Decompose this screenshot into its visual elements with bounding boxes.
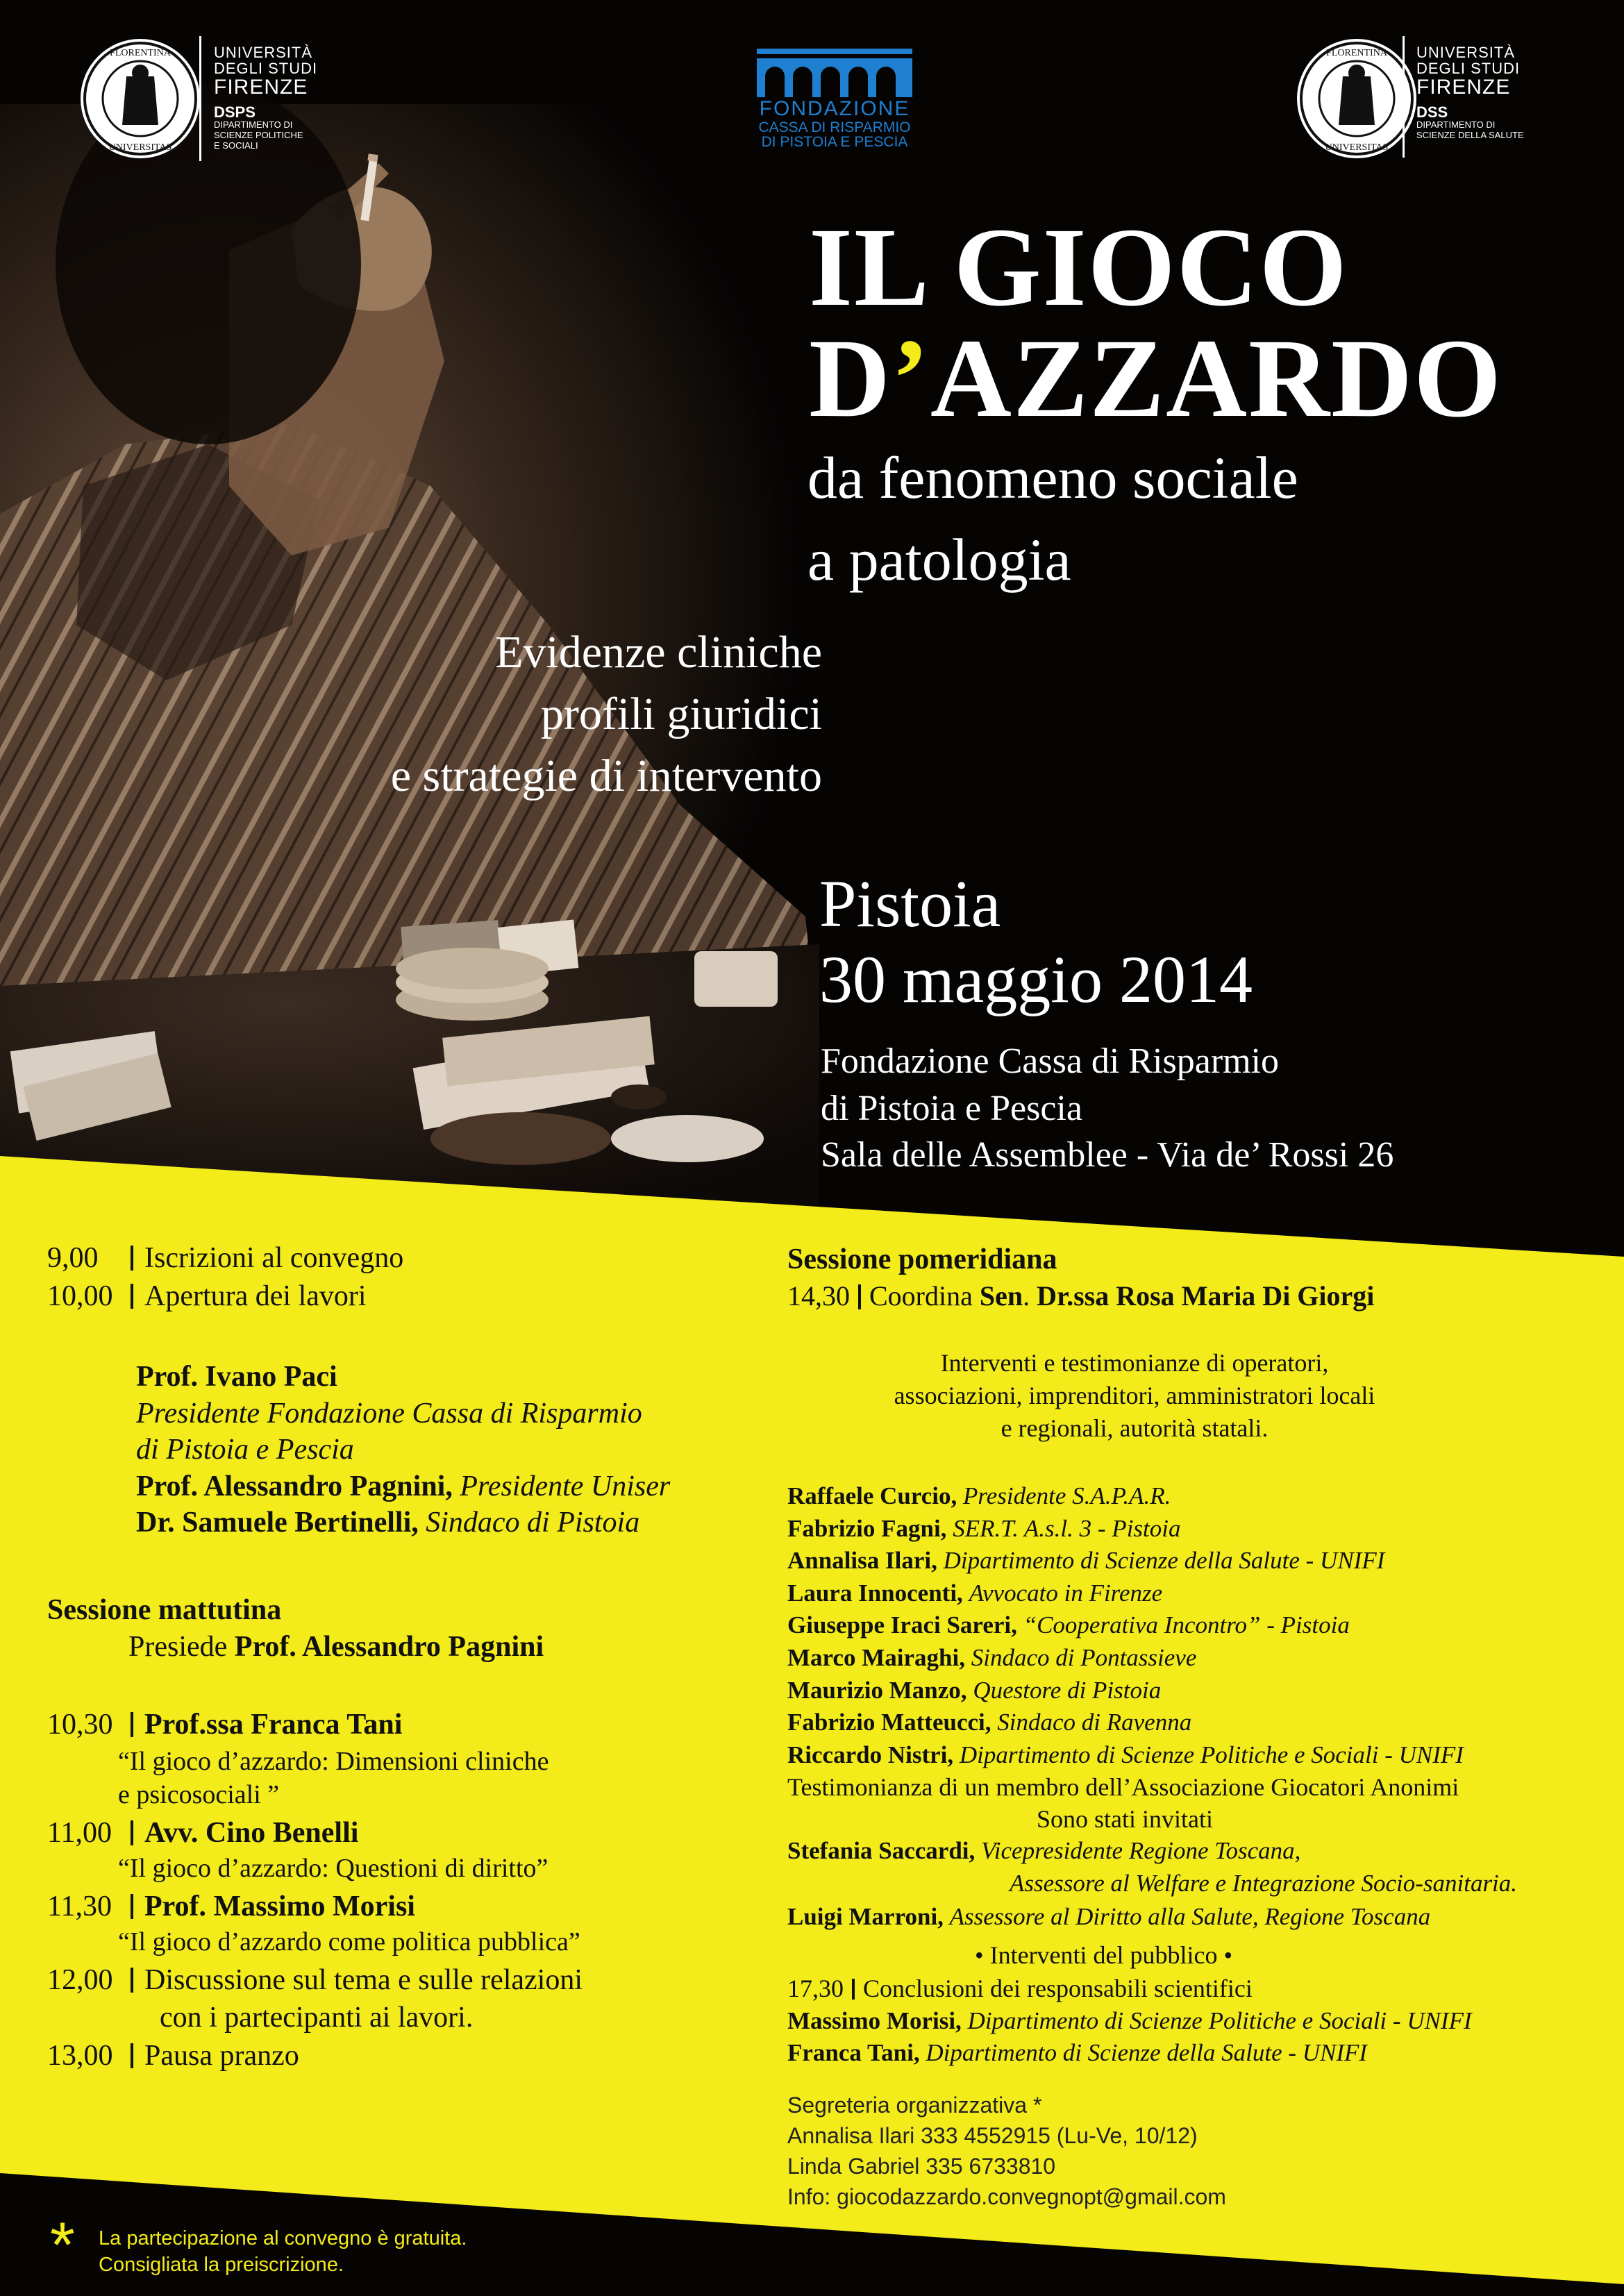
- logo-degli: DEGLI STUDI: [1416, 60, 1521, 78]
- program-row-registration: [47, 1240, 403, 1277]
- unifi-seal-right-icon: [1293, 35, 1421, 162]
- logo-city: FIRENZE: [1416, 76, 1511, 99]
- morning-session-title: [47, 1592, 281, 1629]
- speaker-role: Dipartimento di Scienze della Salute - UNIFI: [943, 1547, 1385, 1575]
- program-row-coordination: [787, 1279, 1374, 1314]
- footnote-text: [99, 2225, 467, 2278]
- talk-title: “Il gioco d’azzardo come politica pubblica”: [118, 1927, 580, 1956]
- speaker-row: [787, 1545, 1464, 1577]
- logo-dept-line: DIPARTIMENTO DI: [1416, 119, 1496, 130]
- secretariat-block: [787, 2090, 1226, 2212]
- speaker-row: [787, 1707, 1464, 1739]
- speaker-role: Presidente S.A.P.A.R.: [963, 1482, 1171, 1509]
- program-row-tani: [47, 1707, 402, 1743]
- time: 14,30: [787, 1280, 850, 1312]
- speaker-name: Luigi Marroni,: [787, 1903, 944, 1930]
- title-d: D: [809, 317, 891, 441]
- speaker-name: Prof.ssa Franca Tani: [144, 1709, 403, 1741]
- fondazione-line3: DI PISTOIA E PESCIA: [761, 134, 908, 150]
- intro-line: e regionali, autorità statali.: [1001, 1414, 1269, 1442]
- secretariat-contact: Annalisa Ilari 333 4552915 (Lu-Ve, 10/12): [787, 2123, 1198, 2148]
- speakers-list: [787, 1480, 1464, 1771]
- footnote-line: Consigliata la preiscrizione.: [99, 2254, 344, 2276]
- speaker-row: [787, 1739, 1464, 1772]
- morisi-line: [787, 2006, 1472, 2036]
- intro-line: associazioni, imprenditori, amministratori locali: [894, 1381, 1375, 1409]
- evidence-line: e strategie di intervento: [390, 751, 822, 802]
- speaker-role: Sindaco di Pontassieve: [971, 1643, 1197, 1671]
- time: 17,30: [787, 1975, 844, 2002]
- afternoon-intro: [787, 1347, 1482, 1444]
- speaker-name: Stefania Saccardi,: [787, 1837, 976, 1864]
- marroni-line: [787, 1902, 1430, 1932]
- speaker-row: [787, 1480, 1464, 1513]
- afternoon-session-title: [787, 1241, 1057, 1278]
- separator-bar: [131, 1284, 133, 1309]
- talk-title-line: “Il gioco d’azzardo: Dimensioni cliniche: [118, 1747, 549, 1776]
- separator-bar: [131, 1968, 133, 1993]
- speaker-name: Giuseppe Iraci Sareri,: [787, 1611, 1017, 1639]
- speaker-role: Avvocato in Firenze: [969, 1579, 1163, 1607]
- time: 11,30: [47, 1891, 112, 1922]
- speaker-role: SER.T. A.s.l. 3 - Pistoia: [953, 1514, 1181, 1542]
- speaker-role: Presidente Uniser: [460, 1470, 671, 1502]
- fondazione-arches-icon: [757, 49, 912, 97]
- speaker-name: Prof. Ivano Paci: [136, 1361, 337, 1393]
- event-venue: [821, 1038, 1393, 1179]
- svg-text:UNIVERSITAS: UNIVERSITAS: [1325, 142, 1389, 153]
- secretariat-contact: Linda Gabriel 335 6733810: [787, 2154, 1056, 2179]
- speaker-role: di Pistoia e Pescia: [136, 1434, 354, 1466]
- speaker-name: Riccardo Nistri,: [787, 1741, 954, 1768]
- speaker-name: Maurizio Manzo,: [787, 1676, 967, 1704]
- logo-university: UNIVERSITÀ: [1416, 44, 1516, 61]
- fondazione-line2: CASSA DI RISPARMIO: [758, 119, 911, 135]
- speaker-role: Questore di Pistoia: [973, 1676, 1162, 1704]
- program-row-morisi: [47, 1888, 415, 1925]
- subtitle-line2: a patologia: [807, 526, 1071, 593]
- speaker-row: [787, 1513, 1464, 1545]
- separator-bar: [131, 1820, 133, 1845]
- activity: Discussione sul tema e sulle relazioni: [144, 1964, 583, 1996]
- subtitle-line1: da fenomeno sociale: [807, 444, 1298, 511]
- speaker-role: “Cooperativa Incontro” - Pistoia: [1023, 1611, 1350, 1639]
- speaker-name: Prof. Massimo Morisi: [144, 1891, 415, 1922]
- speaker-name: Annalisa Ilari,: [787, 1547, 937, 1575]
- venue-line: Fondazione Cassa di Risparmio: [821, 1041, 1280, 1081]
- separator-bar: [858, 1284, 861, 1309]
- time: 13,00: [47, 2040, 113, 2072]
- speaker-name: Massimo Morisi,: [787, 2007, 962, 2034]
- svg-text:UNIVERSITAS: UNIVERSITAS: [108, 142, 172, 153]
- time: 10,30: [47, 1709, 113, 1741]
- speaker-role: Sindaco di Ravenna: [997, 1709, 1192, 1736]
- logo-divider-right: [1403, 36, 1405, 158]
- separator-bar: [131, 1712, 133, 1737]
- session-title: Sessione pomeridiana: [787, 1243, 1057, 1275]
- speaker-role: Dipartimento di Scienze della Salute - UNIFI: [926, 2039, 1368, 2066]
- footnote-star: *: [50, 2210, 75, 2281]
- speaker-role: Sindaco di Pistoia: [426, 1507, 640, 1539]
- session-title: Sessione mattutina: [47, 1594, 282, 1626]
- speaker-row: [787, 1577, 1464, 1610]
- public-interventions: • Interventi del pubblico •: [975, 1941, 1233, 1969]
- program-row-discussion: [47, 1962, 583, 1999]
- speaker-name: Dr. Samuele Bertinelli,: [136, 1507, 419, 1539]
- fondazione-line1: FONDAZIONE: [759, 97, 910, 120]
- activity: Apertura dei lavori: [144, 1280, 367, 1312]
- program-row-conclusions: [787, 1974, 1253, 2004]
- activity: Conclusioni dei responsabili scientifici: [863, 1975, 1253, 2002]
- talk-title: “Il gioco d’azzardo: Questioni di diritto”: [118, 1854, 549, 1883]
- saccardi-role: [1010, 1869, 1517, 1898]
- activity-continued: con i partecipanti ai lavori.: [160, 2002, 474, 2034]
- saccardi-line: [787, 1836, 1300, 1866]
- evidence-line: Evidenze cliniche: [495, 627, 822, 678]
- unifi-dsps-logo-text: [214, 44, 317, 151]
- activity: Pausa pranzo: [144, 2040, 299, 2072]
- speaker-row: [787, 1642, 1464, 1675]
- separator-bar: [131, 1246, 133, 1271]
- talk-title: [118, 1745, 549, 1811]
- intro-line: Interventi e testimonianze di operatori,: [940, 1349, 1329, 1377]
- venue-line: di Pistoia e Pescia: [821, 1088, 1082, 1128]
- speaker-role: Presidente Fondazione Cassa di Risparmio: [136, 1397, 642, 1430]
- speaker-name: Marco Mairaghi,: [787, 1643, 965, 1671]
- separator-bar: [131, 2043, 133, 2068]
- unifi-dss-logo-text: [1416, 44, 1524, 141]
- paci-block: [136, 1359, 670, 1541]
- program-row-opening: [47, 1278, 367, 1315]
- speaker-role: Dipartimento di Scienze Politiche e Sociali - UNIFI: [959, 1741, 1464, 1768]
- speaker-name: Fabrizio Matteucci,: [787, 1709, 991, 1736]
- logo-dept-code: DSPS: [214, 103, 256, 121]
- time: 9,00: [47, 1242, 99, 1274]
- activity: Iscrizioni al convegno: [144, 1242, 404, 1274]
- time: 10,00: [47, 1280, 113, 1312]
- speaker-name: Franca Tani,: [787, 2039, 920, 2066]
- invited-line: Sono stati invitati: [1037, 1805, 1214, 1833]
- morning-chair: [128, 1629, 544, 1666]
- speaker-name: Laura Innocenti,: [787, 1579, 963, 1607]
- separator-bar: [131, 1894, 133, 1919]
- time: 11,00: [47, 1817, 112, 1849]
- logo-dept-line: DIPARTIMENTO DI: [214, 119, 293, 130]
- logo-city: FIRENZE: [214, 76, 308, 99]
- secretariat-title: Segreteria organizzativa *: [787, 2093, 1042, 2118]
- coordinator-name: Dr.ssa Rosa Maria Di Giorgi: [1037, 1280, 1375, 1312]
- evidence-line: profili giuridici: [540, 689, 822, 740]
- title-line1: IL GIOCO: [809, 206, 1348, 330]
- title-azzardo: AZZARDO: [930, 317, 1503, 441]
- event-city: Pistoia: [819, 866, 1001, 941]
- speaker-row: [787, 1675, 1464, 1707]
- chair-label: Presiede: [128, 1631, 228, 1663]
- program-row-lunch: [47, 2038, 299, 2075]
- program-row-benelli: [47, 1815, 358, 1852]
- event-date: 30 maggio 2014: [819, 942, 1253, 1016]
- testimony-line: Testimonianza di un membro dell’Associazione Giocatori Anonimi: [787, 1773, 1459, 1801]
- evidence-block: [391, 621, 822, 807]
- logo-university: UNIVERSITÀ: [214, 44, 313, 61]
- time: 12,00: [47, 1964, 113, 1996]
- speaker-name: Prof. Alessandro Pagnini,: [136, 1470, 453, 1502]
- title-apostrophe: ’: [891, 317, 930, 441]
- speaker-role: Vicepresidente Regione Toscana,: [981, 1837, 1301, 1864]
- speaker-role: Dipartimento di Scienze Politiche e Sociali - UNIFI: [967, 2007, 1472, 2034]
- logo-dept-line: SCIENZE POLITICHE: [214, 129, 303, 140]
- separator-bar: [852, 1979, 855, 2000]
- fondazione-logo-text: [744, 99, 925, 149]
- svg-text:FLORENTINA: FLORENTINA: [1326, 48, 1387, 58]
- coordination-label: Coordina: [869, 1280, 973, 1312]
- speaker-name: Fabrizio Fagni,: [787, 1514, 947, 1542]
- unifi-seal-left-icon: [76, 35, 204, 162]
- coordinator-title: Sen: [979, 1280, 1023, 1312]
- tani-line: [787, 2038, 1367, 2068]
- logo-dept-line: E SOCIALI: [214, 140, 258, 151]
- logo-dept-line: SCIENZE DELLA SALUTE: [1416, 129, 1524, 140]
- svg-text:FLORENTINA: FLORENTINA: [110, 48, 171, 58]
- speaker-role: Assessore al Welfare e Integrazione Socio-sanitaria.: [1010, 1870, 1518, 1897]
- secretariat-email[interactable]: Info: giocodazzardo.convegnopt@gmail.com: [787, 2184, 1226, 2209]
- speaker-name: Raffaele Curcio,: [787, 1482, 957, 1509]
- talk-title-line: e psicosociali ”: [118, 1779, 280, 1809]
- speaker-role: Assessore al Diritto alla Salute, Regione Toscana: [949, 1903, 1431, 1930]
- chair-name: Prof. Alessandro Pagnini: [234, 1631, 544, 1663]
- speaker-row: [787, 1609, 1464, 1642]
- title-line2: [809, 317, 1503, 441]
- logo-dept-code: DSS: [1416, 103, 1448, 121]
- venue-line: Sala delle Assemblee - Via de’ Rossi 26: [821, 1135, 1394, 1175]
- footnote-line: La partecipazione al convegno è gratuita.: [99, 2227, 467, 2249]
- logo-degli: DEGLI STUDI: [214, 60, 318, 78]
- logo-divider-left: [199, 36, 201, 161]
- coordinator-dot: .: [1023, 1280, 1030, 1312]
- speaker-name: Avv. Cino Benelli: [144, 1817, 359, 1849]
